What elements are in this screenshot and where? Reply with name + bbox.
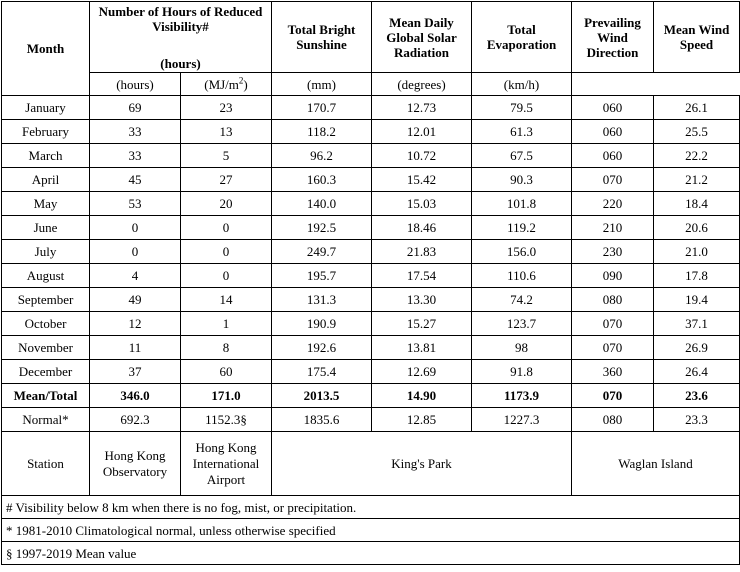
cell-wind-dir: 070 bbox=[572, 312, 654, 336]
cell-vis-airport: 23 bbox=[181, 96, 272, 120]
mean-total-sunshine: 2013.5 bbox=[272, 384, 372, 408]
station-hko: Hong Kong Observatory bbox=[90, 432, 181, 496]
cell-vis-airport: 14 bbox=[181, 288, 272, 312]
footnote-row bbox=[2, 542, 740, 565]
normal-solar: 12.85 bbox=[372, 408, 472, 432]
cell-evap: 90.3 bbox=[472, 168, 572, 192]
table-row bbox=[2, 168, 740, 192]
cell-month: October bbox=[2, 312, 90, 336]
cell-sunshine: 249.7 bbox=[272, 240, 372, 264]
table-row bbox=[2, 144, 740, 168]
cell-sunshine: 175.4 bbox=[272, 360, 372, 384]
normal-evap: 1227.3 bbox=[472, 408, 572, 432]
header-row bbox=[2, 2, 740, 73]
cell-wind-dir: 090 bbox=[572, 264, 654, 288]
cell-wind-dir: 360 bbox=[572, 360, 654, 384]
table-row bbox=[2, 288, 740, 312]
cell-month: September bbox=[2, 288, 90, 312]
table-row bbox=[2, 192, 740, 216]
cell-vis-hko: 45 bbox=[90, 168, 181, 192]
cell-solar: 13.81 bbox=[372, 336, 472, 360]
cell-vis-airport: 27 bbox=[181, 168, 272, 192]
unit-wind-speed: (km/h) bbox=[472, 73, 572, 96]
cell-vis-hko: 37 bbox=[90, 360, 181, 384]
table-row bbox=[2, 216, 740, 240]
cell-solar: 12.73 bbox=[372, 96, 472, 120]
cell-solar: 13.30 bbox=[372, 288, 472, 312]
month-rows bbox=[2, 96, 740, 384]
header-reduced-visibility-unit: (hours) bbox=[160, 55, 201, 71]
header-solar-radiation: Mean Daily Global Solar Radiation bbox=[372, 2, 472, 73]
cell-vis-hko: 0 bbox=[90, 216, 181, 240]
cell-month: March bbox=[2, 144, 90, 168]
table-row bbox=[2, 240, 740, 264]
cell-vis-hko: 11 bbox=[90, 336, 181, 360]
cell-sunshine: 140.0 bbox=[272, 192, 372, 216]
cell-sunshine: 190.9 bbox=[272, 312, 372, 336]
cell-wind-dir: 070 bbox=[572, 336, 654, 360]
cell-sunshine: 118.2 bbox=[272, 120, 372, 144]
mean-total-solar: 14.90 bbox=[372, 384, 472, 408]
cell-vis-airport: 8 bbox=[181, 336, 272, 360]
cell-evap: 101.8 bbox=[472, 192, 572, 216]
cell-wind-speed: 25.5 bbox=[654, 120, 740, 144]
mean-total-wind-speed: 23.6 bbox=[654, 384, 740, 408]
table-row bbox=[2, 120, 740, 144]
table-row bbox=[2, 264, 740, 288]
mean-total-evap: 1173.9 bbox=[472, 384, 572, 408]
cell-evap: 110.6 bbox=[472, 264, 572, 288]
cell-sunshine: 170.7 bbox=[272, 96, 372, 120]
footnote-mean-value: § 1997-2019 Mean value bbox=[2, 542, 740, 565]
cell-evap: 123.7 bbox=[472, 312, 572, 336]
cell-vis-hko: 4 bbox=[90, 264, 181, 288]
cell-wind-speed: 17.8 bbox=[654, 264, 740, 288]
cell-wind-dir: 070 bbox=[572, 168, 654, 192]
cell-wind-dir: 220 bbox=[572, 192, 654, 216]
cell-wind-speed: 18.4 bbox=[654, 192, 740, 216]
cell-wind-speed: 19.4 bbox=[654, 288, 740, 312]
unit-row bbox=[2, 73, 740, 96]
header-reduced-visibility-title: Number of Hours of Reduced Visibility# bbox=[98, 3, 263, 34]
cell-wind-dir: 060 bbox=[572, 96, 654, 120]
cell-evap: 61.3 bbox=[472, 120, 572, 144]
footnote-normal: * 1981-2010 Climatological normal, unless otherwise specified bbox=[2, 519, 740, 542]
mean-total-row bbox=[2, 384, 740, 408]
unit-solar-radiation: $(MJ/m^2)$ bbox=[181, 73, 272, 96]
normal-sunshine: 1835.6 bbox=[272, 408, 372, 432]
cell-evap: 67.5 bbox=[472, 144, 572, 168]
cell-evap: 98 bbox=[472, 336, 572, 360]
header-sunshine: Total Bright Sunshine bbox=[272, 2, 372, 73]
normal-row bbox=[2, 408, 740, 432]
cell-month: February bbox=[2, 120, 90, 144]
cell-sunshine: 160.3 bbox=[272, 168, 372, 192]
normal-vis-airport: 1152.3§ bbox=[181, 408, 272, 432]
header-wind-direction: Prevailing Wind Direction bbox=[572, 2, 654, 73]
normal-wind-speed: 23.3 bbox=[654, 408, 740, 432]
cell-vis-hko: 33 bbox=[90, 144, 181, 168]
cell-wind-speed: 20.6 bbox=[654, 216, 740, 240]
unit-sunshine: (hours) bbox=[90, 73, 181, 96]
cell-vis-airport: 5 bbox=[181, 144, 272, 168]
mean-total-vis-airport: 171.0 bbox=[181, 384, 272, 408]
cell-solar: 15.42 bbox=[372, 168, 472, 192]
cell-wind-speed: 21.0 bbox=[654, 240, 740, 264]
station-kings-park: King's Park bbox=[272, 432, 572, 496]
footnote-visibility: # Visibility below 8 km when there is no fog, mist, or precipitation. bbox=[2, 496, 740, 519]
cell-sunshine: 195.7 bbox=[272, 264, 372, 288]
normal-vis-hko: 692.3 bbox=[90, 408, 181, 432]
cell-vis-hko: 33 bbox=[90, 120, 181, 144]
cell-solar: 12.01 bbox=[372, 120, 472, 144]
station-label: Station bbox=[2, 432, 90, 496]
station-waglan: Waglan Island bbox=[572, 432, 740, 496]
cell-vis-airport: 60 bbox=[181, 360, 272, 384]
cell-sunshine: 96.2 bbox=[272, 144, 372, 168]
footnote-row bbox=[2, 519, 740, 542]
cell-sunshine: 131.3 bbox=[272, 288, 372, 312]
cell-wind-speed: 26.9 bbox=[654, 336, 740, 360]
cell-solar: 18.46 bbox=[372, 216, 472, 240]
table-row bbox=[2, 360, 740, 384]
cell-vis-hko: 12 bbox=[90, 312, 181, 336]
header-reduced-visibility bbox=[90, 2, 272, 73]
cell-vis-airport: 0 bbox=[181, 240, 272, 264]
cell-wind-speed: 21.2 bbox=[654, 168, 740, 192]
cell-wind-dir: 080 bbox=[572, 288, 654, 312]
table-row bbox=[2, 312, 740, 336]
table-row bbox=[2, 96, 740, 120]
table-row bbox=[2, 336, 740, 360]
station-row bbox=[2, 432, 740, 496]
cell-vis-airport: 0 bbox=[181, 264, 272, 288]
cell-solar: 15.27 bbox=[372, 312, 472, 336]
mean-total-vis-hko: 346.0 bbox=[90, 384, 181, 408]
cell-evap: 74.2 bbox=[472, 288, 572, 312]
header-month: Month bbox=[2, 2, 90, 96]
cell-month: June bbox=[2, 216, 90, 240]
cell-wind-speed: 37.1 bbox=[654, 312, 740, 336]
cell-wind-speed: 26.1 bbox=[654, 96, 740, 120]
cell-evap: 91.8 bbox=[472, 360, 572, 384]
normal-label: Normal* bbox=[2, 408, 90, 432]
cell-month: January bbox=[2, 96, 90, 120]
cell-month: December bbox=[2, 360, 90, 384]
cell-vis-airport: 13 bbox=[181, 120, 272, 144]
unit-evaporation: (mm) bbox=[272, 73, 372, 96]
cell-month: May bbox=[2, 192, 90, 216]
cell-solar: 10.72 bbox=[372, 144, 472, 168]
cell-evap: 79.5 bbox=[472, 96, 572, 120]
cell-evap: 119.2 bbox=[472, 216, 572, 240]
cell-solar: 15.03 bbox=[372, 192, 472, 216]
cell-wind-dir: 210 bbox=[572, 216, 654, 240]
unit-wind-direction: (degrees) bbox=[372, 73, 472, 96]
cell-month: July bbox=[2, 240, 90, 264]
cell-vis-hko: 53 bbox=[90, 192, 181, 216]
cell-month: August bbox=[2, 264, 90, 288]
cell-wind-dir: 060 bbox=[572, 120, 654, 144]
cell-vis-hko: 69 bbox=[90, 96, 181, 120]
cell-wind-speed: 22.2 bbox=[654, 144, 740, 168]
mean-total-wind-dir: 070 bbox=[572, 384, 654, 408]
cell-sunshine: 192.6 bbox=[272, 336, 372, 360]
cell-month: November bbox=[2, 336, 90, 360]
cell-wind-dir: 230 bbox=[572, 240, 654, 264]
cell-month: April bbox=[2, 168, 90, 192]
station-airport: Hong Kong International Airport bbox=[181, 432, 272, 496]
header-wind-speed: Mean Wind Speed bbox=[654, 2, 740, 73]
cell-vis-airport: 0 bbox=[181, 216, 272, 240]
normal-wind-dir: 080 bbox=[572, 408, 654, 432]
cell-wind-speed: 26.4 bbox=[654, 360, 740, 384]
cell-sunshine: 192.5 bbox=[272, 216, 372, 240]
cell-vis-hko: 49 bbox=[90, 288, 181, 312]
cell-vis-airport: 20 bbox=[181, 192, 272, 216]
header-evaporation: Total Evaporation bbox=[472, 2, 572, 73]
cell-vis-hko: 0 bbox=[90, 240, 181, 264]
cell-wind-dir: 060 bbox=[572, 144, 654, 168]
mean-total-label: Mean/Total bbox=[2, 384, 90, 408]
cell-solar: 21.83 bbox=[372, 240, 472, 264]
climate-table bbox=[1, 1, 740, 565]
cell-solar: 17.54 bbox=[372, 264, 472, 288]
cell-solar: 12.69 bbox=[372, 360, 472, 384]
footnote-row bbox=[2, 496, 740, 519]
cell-vis-airport: 1 bbox=[181, 312, 272, 336]
cell-evap: 156.0 bbox=[472, 240, 572, 264]
